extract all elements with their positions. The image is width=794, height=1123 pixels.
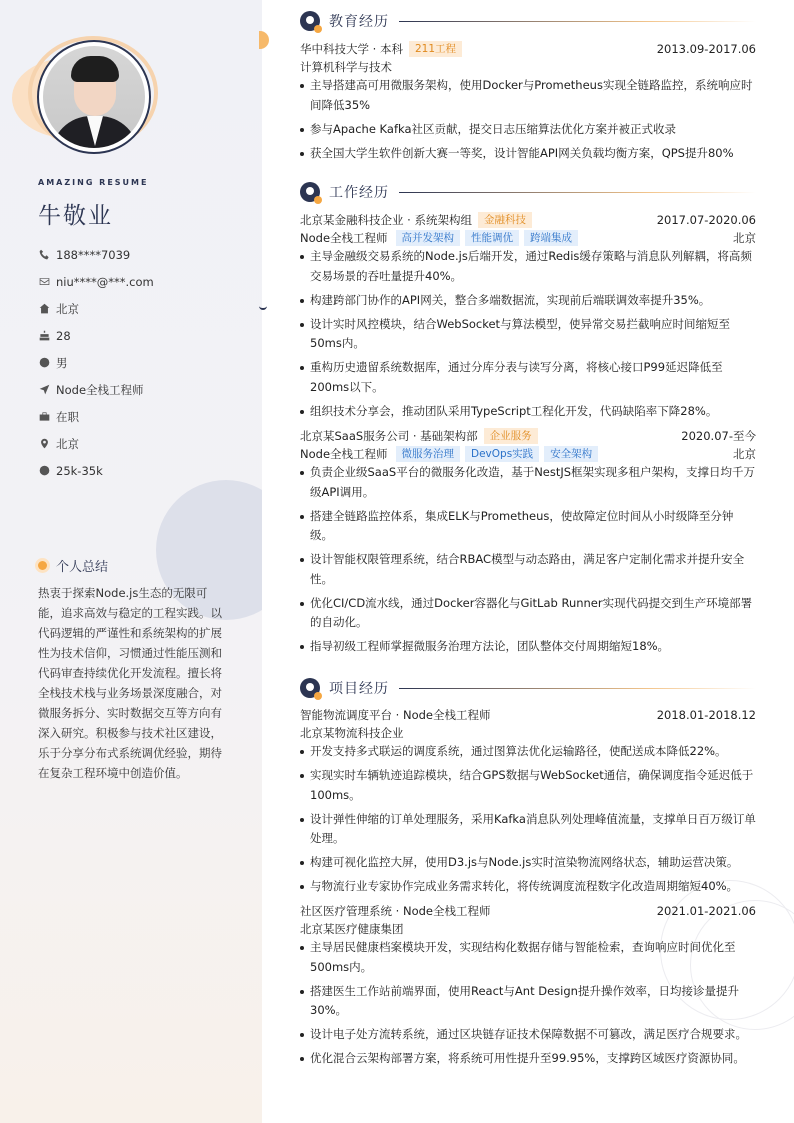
info-text: 男 <box>56 355 68 370</box>
info-salary <box>38 457 154 484</box>
candidate-name: 牛敬业 <box>38 203 113 229</box>
project-bullets <box>300 938 756 1073</box>
project-org: 北京某医疗健康集团 <box>300 922 404 936</box>
avatar <box>37 40 151 154</box>
resume-tagline: AMAZING RESUME <box>38 178 149 187</box>
industry-tag: 企业服务 <box>484 428 538 444</box>
project-header-row <box>300 706 756 724</box>
list-item: 构建可视化监控大屏，使用D3.js与Node.js实时渲染物流网络状态，辅助运营决策。 <box>300 853 756 873</box>
section-title: 工作经历 <box>329 185 389 201</box>
location-pin-icon <box>38 438 50 450</box>
list-item: 与物流行业专家协作完成业务需求转化，将传统调度流程数字化改造周期缩短40%。 <box>300 877 756 897</box>
info-text: 25k-35k <box>56 463 103 478</box>
work-section-heading <box>300 182 756 202</box>
info-gender <box>38 349 154 376</box>
list-item: 开发支持多式联运的调度系统，通过图算法优化运输路径，使配送成本降低22%。 <box>300 742 756 762</box>
job-role-row <box>300 229 756 247</box>
info-location <box>38 430 154 457</box>
job-bullets <box>300 463 756 661</box>
cake-icon <box>38 330 50 342</box>
skill-tag: 微服务治理 <box>396 446 461 462</box>
avatar-photo <box>43 46 145 148</box>
skill-tag: DevOps实践 <box>465 446 539 462</box>
project-org-row <box>300 920 756 938</box>
list-item: 主导金融级交易系统的Node.js后端开发，通过Redis缓存策略与消息队列解耦，将高频交易场景的吞吐量提升40%。 <box>300 247 756 286</box>
list-item: 主导居民健康档案模块开发，实现结构化数据存储与智能检索，查询响应时间优化至500ms内。 <box>300 938 756 977</box>
info-text: 在职 <box>56 409 79 424</box>
info-text: Node全栈工程师 <box>56 382 144 397</box>
list-item: 搭建全链路监控体系，集成ELK与Prometheus，使故障定位时间从小时级降至分钟级。 <box>300 507 756 546</box>
section-icon <box>300 678 320 698</box>
education-bullets <box>300 76 756 168</box>
skill-tag: 安全架构 <box>544 446 598 462</box>
summary-heading <box>38 556 108 575</box>
section-icon <box>300 11 320 31</box>
section-icon <box>300 182 320 202</box>
list-item: 优化CI/CD流水线，通过Docker容器化与GitLab Runner实现代码提交到生产环境部署的自动化。 <box>300 594 756 633</box>
gender-icon <box>38 357 50 369</box>
briefcase-icon <box>38 411 50 423</box>
list-item: 负责企业级SaaS平台的微服务化改造，基于NestJS框架实现多租户架构，支撑日均千万级API调用。 <box>300 463 756 502</box>
job-city: 北京 <box>733 447 756 461</box>
education-major-row <box>300 58 756 76</box>
info-text: 北京 <box>56 436 79 451</box>
skill-tag: 性能调优 <box>465 230 519 246</box>
decorative-tab <box>259 31 269 49</box>
school-tag: 211工程 <box>409 41 462 57</box>
list-item: 获全国大学生软件创新大赛一等奖，设计智能API网关负载均衡方案，QPS提升80% <box>300 144 756 164</box>
list-item: 设计智能权限管理系统，结合RBAC模型与动态路由，满足客户定制化需求并提升安全性。 <box>300 550 756 589</box>
info-text: 北京 <box>56 301 79 316</box>
job-role-row <box>300 445 756 463</box>
section-divider <box>399 21 756 22</box>
major: 计算机科学与技术 <box>300 60 392 74</box>
summary-title: 个人总结 <box>56 560 109 575</box>
job-header-row <box>300 427 756 445</box>
list-item: 主导搭建高可用微服务架构，使用Docker与Prometheus实现全链路监控，系统响应时间降低35% <box>300 76 756 115</box>
skill-tag: 跨端集成 <box>524 230 578 246</box>
list-item: 设计实时风控模块，结合WebSocket与算法模型，使异常交易拦截响应时间缩短至50ms内。 <box>300 315 756 354</box>
list-item: 组织技术分享会，推动团队采用TypeScript工程化开发，代码缺陷率下降28%。 <box>300 402 756 422</box>
project-name: 智能物流调度平台 · Node全栈工程师 <box>300 708 491 722</box>
list-item: 参与Apache Kafka社区贡献，提交日志压缩算法优化方案并被正式收录 <box>300 120 756 140</box>
info-position <box>38 376 154 403</box>
info-phone <box>38 241 154 268</box>
summary-dot-icon <box>38 561 47 570</box>
personal-info-list <box>38 241 154 484</box>
section-divider <box>399 192 756 193</box>
summary-text: 热衷于探索Node.js生态的无限可能，追求高效与稳定的工程实践。以代码逻辑的严谨性和系统架构的扩展性为技术信仰，习惯通过性能压测和代码审查持续优化开发流程。擅长将全栈技术栈与业务场景深度融合，对微服务拆分、实时数据交互等方向有深入研究。积极参与技术社区建设，乐于分享分布式系统调优经验，期待在复杂工程环境中创造价值。 <box>38 586 222 780</box>
info-email <box>38 268 154 295</box>
job-city: 北京 <box>733 231 756 245</box>
industry-tag: 金融科技 <box>478 212 532 228</box>
list-item: 优化混合云架构部署方案，将系统可用性提升至99.95%，支撑跨区域医疗资源协同。 <box>300 1049 756 1069</box>
section-title: 项目经历 <box>329 681 389 697</box>
list-item: 设计弹性伸缩的订单处理服务，采用Kafka消息队列处理峰值流量，支撑单日百万级订单处理。 <box>300 810 756 849</box>
section-divider <box>399 688 756 689</box>
section-title: 教育经历 <box>329 14 389 30</box>
list-item: 实现实时车辆轨迹追踪模块，结合GPS数据与WebSocket通信，确保调度指令延迟低于100ms。 <box>300 766 756 805</box>
salary-icon <box>38 465 50 477</box>
info-text: 28 <box>56 328 71 343</box>
phone-icon <box>38 249 50 261</box>
project-bullets <box>300 742 756 901</box>
project-org: 北京某物流科技企业 <box>300 726 404 740</box>
job-header-row <box>300 211 756 229</box>
project-section-heading <box>300 678 756 698</box>
job-role: Node全栈工程师 <box>300 447 388 461</box>
list-item: 搭建医生工作站前端界面，使用React与Ant Design提升操作效率，日均接诊量提升30%。 <box>300 982 756 1021</box>
decorative-tab <box>259 298 267 310</box>
project-header-row <box>300 902 756 920</box>
project-period: 2021.01-2021.06 <box>656 904 756 918</box>
job-role: Node全栈工程师 <box>300 231 388 245</box>
list-item: 设计电子处方流转系统，通过区块链存证技术保障数据不可篡改，满足医疗合规要求。 <box>300 1025 756 1045</box>
job-period: 2020.07-至今 <box>681 429 756 443</box>
list-item: 构建跨部门协作的API网关，整合多端数据流，实现前后端联调效率提升35%。 <box>300 291 756 311</box>
mail-icon <box>38 276 50 288</box>
info-text: 188****7039 <box>56 247 131 262</box>
company-name: 北京某SaaS服务公司 · 基础架构部 <box>300 429 478 443</box>
send-icon <box>38 384 50 396</box>
info-text: niu****@***.com <box>56 274 154 289</box>
education-section-heading <box>300 11 756 31</box>
school-name: 华中科技大学 · 本科 <box>300 42 403 56</box>
education-period: 2013.09-2017.06 <box>656 42 756 56</box>
project-name: 社区医疗管理系统 · Node全栈工程师 <box>300 904 491 918</box>
info-age <box>38 322 154 349</box>
info-status <box>38 403 154 430</box>
sidebar <box>0 0 262 1123</box>
company-name: 北京某金融科技企业 · 系统架构组 <box>300 213 472 227</box>
list-item: 重构历史遗留系统数据库，通过分库分表与读写分离，将核心接口P99延迟降低至200ms以下。 <box>300 358 756 397</box>
job-bullets <box>300 247 756 426</box>
job-period: 2017.07-2020.06 <box>656 213 756 227</box>
home-icon <box>38 303 50 315</box>
list-item: 指导初级工程师掌握微服务治理方法论，团队整体交付周期缩短18%。 <box>300 637 756 657</box>
info-address <box>38 295 154 322</box>
project-org-row <box>300 724 756 742</box>
project-period: 2018.01-2018.12 <box>656 708 756 722</box>
skill-tag: 高并发架构 <box>396 230 461 246</box>
education-header-row <box>300 40 756 58</box>
